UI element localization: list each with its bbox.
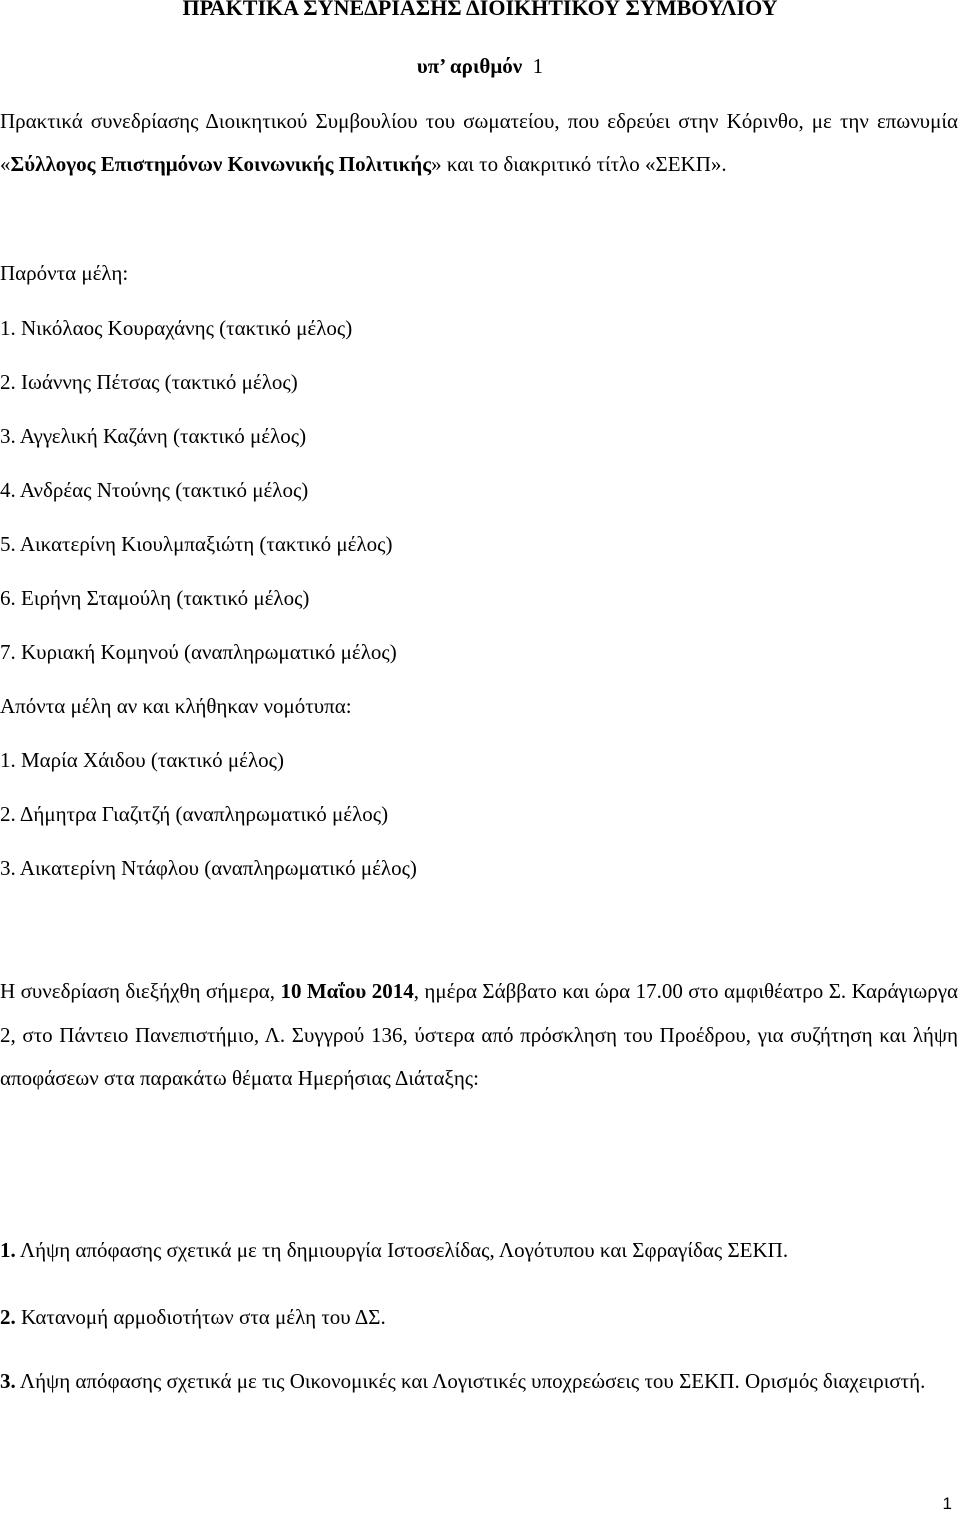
- list-item: 1. Νικόλαος Κουραχάνης (τακτικό μέλος): [0, 316, 353, 340]
- intro-text-1: Πρακτικά συνεδρίασης Διοικητικού Συμβουλίου του σωματείου, που εδρεύει στην Κόρινθο, με την επωνυμία «: [0, 109, 958, 176]
- agenda-item-1: [0, 1236, 958, 1264]
- meeting-paragraph: [0, 970, 958, 1101]
- agenda-item-number: 1.: [0, 1238, 16, 1262]
- document-title: ΠΡΑΚΤΙΚΑ ΣΥΝΕΔΡΙΑΣΗΣ ΔΙΟΙΚΗΤΙΚΟΥ ΣΥΜΒΟΥΛΙΟΥ: [182, 0, 778, 20]
- meeting-text-1: Η συνεδρίαση διεξήχθη σήμερα,: [0, 979, 281, 1003]
- list-item: 2. Δήμητρα Γιαζιτζή (αναπληρωματικό μέλος): [0, 802, 389, 826]
- list-item: 7. Κυριακή Κομηνού (αναπληρωματικό μέλος): [0, 640, 397, 664]
- list-item: 3. Αικατερίνη Ντάφλου (αναπληρωματικό μέλος): [0, 856, 417, 880]
- meeting-date: 10 Μαΐου 2014: [280, 979, 414, 1003]
- list-item: 4. Ανδρέας Ντούνης (τακτικό μέλος): [0, 478, 309, 502]
- present-members-list: [0, 314, 397, 692]
- agenda-item-number: 2.: [0, 1305, 16, 1329]
- minutes-number-prefix: υπ’ αριθμόν: [416, 54, 523, 78]
- meeting-text-2: , ημέρα Σάββατο και ώρα 17.00 στο αμφιθέατρο Σ. Καράγιωργα 2, στο Πάντειο Πανεπιστήμιο, Λ. Συγγρού 136, ύστερα από πρόσκληση του Προέδρου, για συζήτηση και λήψη αποφάσεων στα παρακάτω θέματα Ημερήσιας Διάταξης:: [0, 979, 958, 1090]
- minutes-number-value: 1: [532, 54, 544, 78]
- intro-text-2: » και το διακριτικό τίτλο «ΣΕΚΠ».: [431, 152, 727, 176]
- agenda-item-text: Λήψη απόφασης σχετικά με τις Οικονομικές και Λογιστικές υποχρεώσεις του ΣΕΚΠ. Ορισμός διαχειριστή.: [15, 1369, 926, 1393]
- agenda-item-number: 3.: [0, 1369, 16, 1393]
- list-item: 2. Ιωάννης Πέτσας (τακτικό μέλος): [0, 370, 298, 394]
- agenda-item-3: [0, 1360, 958, 1404]
- page-number: 1: [942, 1494, 952, 1513]
- list-item: 5. Αικατερίνη Κιουλμπαξιώτη (τακτικό μέλος): [0, 532, 393, 556]
- list-item: 6. Ειρήνη Σταμούλη (τακτικό μέλος): [0, 586, 310, 610]
- agenda-item-2: [0, 1303, 958, 1331]
- intro-paragraph: [0, 100, 958, 186]
- list-item: 3. Αγγελική Καζάνη (τακτικό μέλος): [0, 424, 307, 448]
- minutes-number: [0, 52, 960, 80]
- absent-members-label: Απόντα μέλη αν και κλήθηκαν νομότυπα:: [0, 694, 352, 718]
- absent-members-list: [0, 746, 417, 908]
- agenda-item-text: Λήψη απόφασης σχετικά με τη δημιουργία Ιστοσελίδας, Λογότυπου και Σφραγίδας ΣΕΚΠ.: [15, 1238, 789, 1262]
- agenda-item-text: Κατανομή αρμοδιοτήτων στα μέλη του ΔΣ.: [15, 1305, 386, 1329]
- list-item: 1. Μαρία Χάιδου (τακτικό μέλος): [0, 748, 284, 772]
- organization-name: Σύλλογος Επιστημόνων Κοινωνικής Πολιτικής: [10, 152, 432, 176]
- present-members-label: Παρόντα μέλη:: [0, 261, 129, 285]
